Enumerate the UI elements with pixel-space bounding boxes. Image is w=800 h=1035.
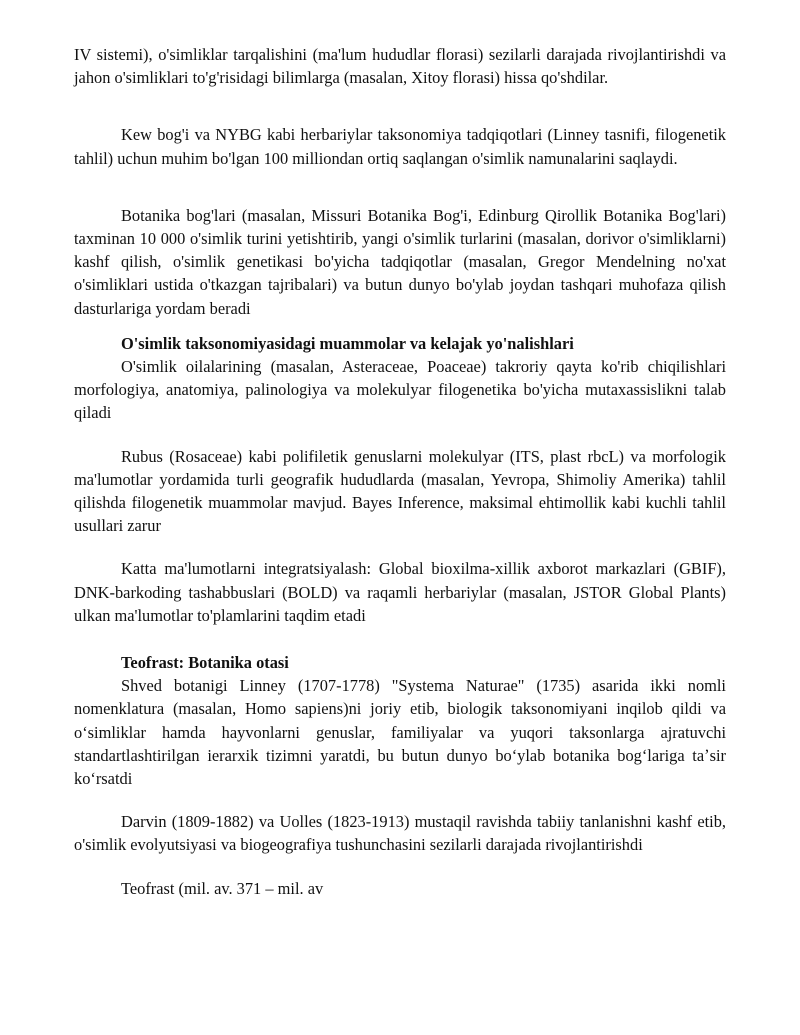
spacer (74, 170, 726, 204)
paragraph-flora-contribution: IV sistemi), o'simliklar tarqalishini (ma'lum hududlar florasi) sezilarli darajada rivojlantirishdi va jahon o'simliklari to'g'risidagi bilimlarga (masalan, Xitoy florasi) hissa qo'shdilar. (74, 45, 726, 88)
paragraph-rubus: Rubus (Rosaceae) kabi polifiletik genuslarni molekulyar (ITS, plast rbcL) va morfologik ma'lumotlar yordamida turli geografik hududlarda (masalan, Yevropa, Shimoliy Amerika) tahlil qilishda filogenetik muammolar mavjud. Bayes Inference, maksimal ehtimollik kabi kuchli tahlil usullari zarur (74, 446, 726, 536)
section-heading-theophrastus: Teofrast: Botanika otasi (121, 653, 289, 673)
paragraph-linnaeus: Shved botanigi Linney (1707-1778) "Systema Naturae" (1735) asarida ikki nomli nomenklatura (masalan, Homo sapiens)ni joriy etib, biologik taksonomiyani inqilob qildi va oʻsimliklar hamda hayvonlarni genuslar, familiyalar va yuqori taksonlarga ajratuvchi standartlashtirilgan ierarxik tizimni yaratdi, bu butun dunyo boʻylab botanika bogʻlariga taʼsir koʻrsatdi (74, 676, 726, 789)
paragraph-darwin-wallace: Darvin (1809-1882) va Uolles (1823-1913) mustaqil ravishda tabiiy tanlanishni kashf etib, o'simlik evolyutsiyasi va biogeografiya tushunchasini sezilarli darajada rivojlantirishdi (74, 812, 726, 855)
spacer (74, 320, 726, 332)
section-heading-challenges: O'simlik taksonomiyasidagi muammolar va kelajak yo'nalishlari (121, 333, 574, 353)
spacer (74, 857, 726, 877)
document-page (74, 43, 726, 900)
paragraph-herbaria: Kew bog'i va NYBG kabi herbariylar taksonomiya tadqiqotlari (Linney tasnifi, filogenetik tahlil) uchun muhim bo'lgan 100 milliondan ortiq saqlangan o'simlik namunalarini saqlaydi. (74, 125, 726, 168)
paragraph-botanical-gardens: Botanika bog'lari (masalan, Missuri Botanika Bog'i, Edinburg Qirollik Botanika Bog'lari) taxminan 10 000 o'simlik turini yetishtirib, yangi o'simlik turlarini (masalan, dorivor o'simliklarni) kashf qilish, o'simlik genetikasi bo'yicha tadqiqotlar (masalan, Gregor Mendelning no'xat o'simliklari ustida o'tkazgan tajribalari) va butun dunyo bo'ylab joydan tashqari muhofaza qilish dasturlariga yordam beradi (74, 205, 726, 318)
spacer (74, 790, 726, 810)
spacer (74, 425, 726, 445)
paragraph-plant-families: O'simlik oilalarining (masalan, Asteraceae, Poaceae) takroriy qayta ko'rib chiqilishlari morfologiya, anatomiya, palinologiya va molekulyar filogenetika bo'yicha mutaxassislikni talab qiladi (74, 357, 726, 423)
paragraph-big-data: Katta ma'lumotlarni integratsiyalash: Global bioxilma-xillik axborot markazlari (GBIF), DNK-barkoding tashabbuslari (BOLD) va raqamli herbariylar (masalan, JSTOR Global Plants) ulkan ma'lumotlar to'plamlarini taqdim etadi (74, 559, 726, 625)
spacer (74, 537, 726, 557)
paragraph-theophrastus: Teofrast (mil. av. 371 – mil. av (121, 878, 324, 898)
spacer (74, 627, 726, 651)
spacer (74, 89, 726, 123)
